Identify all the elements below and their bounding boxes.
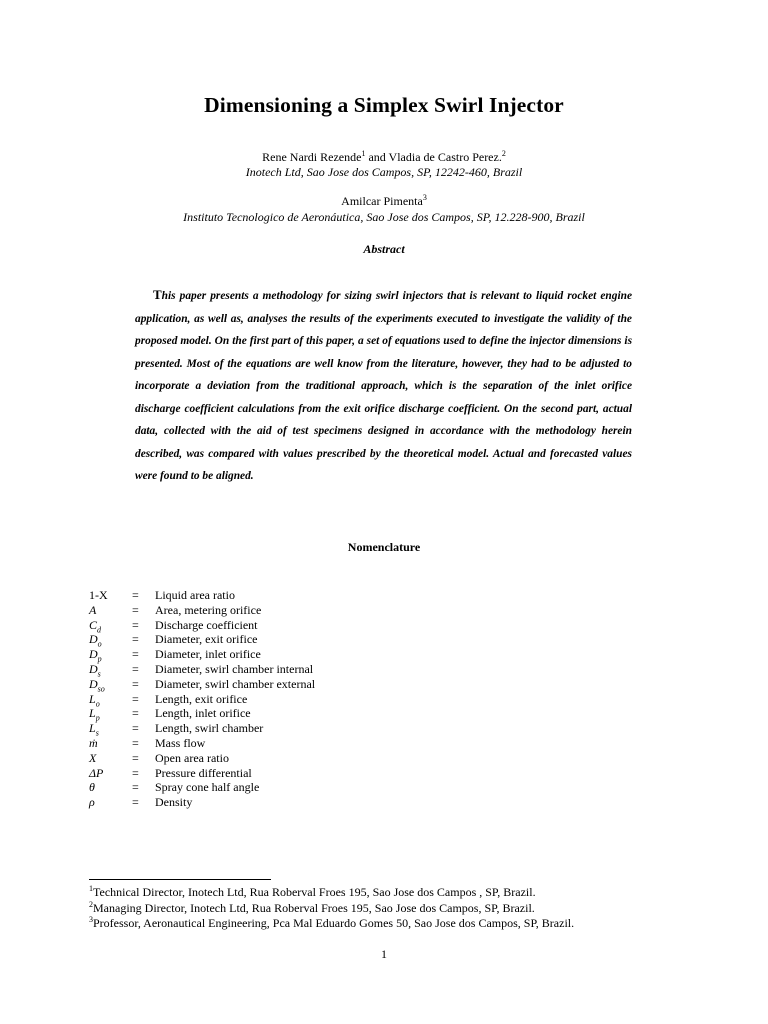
nomenclature-equals: = <box>132 750 139 765</box>
nomenclature-description: Diameter, inlet orifice <box>155 647 261 662</box>
nomenclature-equals: = <box>132 721 139 736</box>
nomenclature-symbol-base: 1-X <box>89 588 108 602</box>
page-number: 1 <box>381 947 387 961</box>
nomenclature-item <box>89 780 315 795</box>
nomenclature-symbol-base: D <box>89 661 98 676</box>
nomenclature-symbol-base: θ <box>89 780 95 795</box>
nomenclature-symbol-subscript: s <box>95 728 99 738</box>
nomenclature-symbol-base: D <box>89 676 98 691</box>
nomenclature-symbol <box>89 706 132 721</box>
nomenclature-item <box>89 647 315 662</box>
nomenclature-symbol <box>89 618 132 633</box>
nomenclature-symbol <box>89 662 132 677</box>
nomenclature-description: Length, inlet orifice <box>155 706 251 721</box>
nomenclature-symbol <box>89 692 132 707</box>
nomenclature-symbol-base: L <box>89 691 96 706</box>
nomenclature-symbol-base: D <box>89 647 98 662</box>
footnote-marker: 3 <box>422 193 427 202</box>
nomenclature-symbol-subscript: p <box>97 654 102 664</box>
footnote <box>89 916 574 932</box>
nomenclature-symbol <box>89 588 132 603</box>
nomenclature-item <box>89 751 315 766</box>
abstract-body <box>135 284 632 488</box>
footnote-number: 2 <box>89 899 93 909</box>
nomenclature-item <box>89 662 315 677</box>
footnote-marker: 2 <box>501 149 506 158</box>
footnotes <box>89 885 574 932</box>
nomenclature-symbol-base: A <box>89 602 97 617</box>
footnote-divider <box>89 879 271 880</box>
nomenclature-description: Length, swirl chamber <box>155 721 264 736</box>
nomenclature-symbol-subscript: o <box>95 698 100 708</box>
abstract-text: his paper presents a methodology for sizing swirl injectors that is relevant to liquid rocket engine application, as well as, analyses the results of the experiments executed to investigate the validity of the proposed model. On the first part of this paper, a set of equations used to define the injector dimensions is presented. Most of the equations are well know from the literature, however, they had to be adjusted to incorporate a deviation from the traditional approach, which is the separation of the inlet orifice discharge coefficient calculations from the exit orifice discharge coefficient. On the second part, actual data, collected with the aid of test specimens designed in accordance with the methodology herein described, was compared with values prescribed by the theoretical model. Actual and forecasted values were found to be aligned. <box>135 290 632 482</box>
nomenclature-symbol-base: L <box>89 706 96 721</box>
abstract-heading: Abstract <box>363 242 405 256</box>
nomenclature-symbol-base: ΔP <box>89 765 104 780</box>
author-name: Amilcar Pimenta <box>341 194 423 208</box>
nomenclature-description: Diameter, exit orifice <box>155 632 258 647</box>
affiliation: Instituto Tecnologico de Aeronáutica, Sao Jose dos Campos, SP, 12.228-900, Brazil <box>183 210 585 224</box>
nomenclature-symbol <box>89 751 132 766</box>
nomenclature-equals: = <box>132 647 139 662</box>
nomenclature-equals: = <box>132 765 139 780</box>
nomenclature-description: Liquid area ratio <box>155 588 235 602</box>
footnote-text: Professor, Aeronautical Engineering, Pca Mal Eduardo Gomes 50, Sao Jose dos Campos, SP, Brazil. <box>93 916 575 930</box>
nomenclature-description: Mass flow <box>155 735 206 750</box>
nomenclature-symbol-base: ṁ <box>89 735 98 750</box>
nomenclature-description: Area, metering orifice <box>155 602 262 617</box>
nomenclature-item <box>89 603 315 618</box>
nomenclature-item <box>89 706 315 721</box>
author-name: Rene Nardi Rezende <box>262 150 362 164</box>
nomenclature-equals: = <box>132 795 139 810</box>
nomenclature-symbol <box>89 736 132 751</box>
nomenclature-symbol <box>89 780 132 795</box>
nomenclature-symbol <box>89 647 132 662</box>
nomenclature-item <box>89 721 315 736</box>
nomenclature-symbol <box>89 795 132 810</box>
nomenclature-item <box>89 677 315 692</box>
nomenclature-equals: = <box>132 780 139 795</box>
nomenclature-symbol-base: L <box>89 721 96 736</box>
nomenclature-heading: Nomenclature <box>347 540 421 554</box>
nomenclature-symbol <box>89 603 132 618</box>
author-conjunction: and <box>365 150 389 164</box>
nomenclature-description: Length, exit orifice <box>155 691 248 706</box>
footnote-text: Technical Director, Inotech Ltd, Rua Roberval Froes 195, Sao Jose dos Campos , SP, Brazil. <box>93 885 536 899</box>
author-name: Vladia de Castro Perez. <box>388 150 502 164</box>
nomenclature-description: Diameter, swirl chamber external <box>155 676 316 691</box>
nomenclature-description: Open area ratio <box>155 750 229 765</box>
nomenclature-equals: = <box>132 588 139 602</box>
nomenclature-item <box>89 588 315 603</box>
nomenclature-item <box>89 795 315 810</box>
affiliation: Inotech Ltd, Sao Jose dos Campos, SP, 12242-460, Brazil <box>245 165 523 179</box>
author-line <box>0 150 768 165</box>
nomenclature-equals: = <box>132 691 139 706</box>
nomenclature-symbol-base: C <box>89 617 98 632</box>
footnote-marker: 1 <box>361 149 366 158</box>
footnote-text: Managing Director, Inotech Ltd, Rua Roberval Froes 195, Sao Jose dos Campos, SP, Brazil. <box>93 900 535 915</box>
nomenclature-description: Diameter, swirl chamber internal <box>155 661 314 676</box>
nomenclature-symbol <box>89 677 132 692</box>
nomenclature-item <box>89 736 315 751</box>
nomenclature-list <box>89 588 315 810</box>
nomenclature-equals: = <box>132 617 139 632</box>
footnote-number: 3 <box>89 915 93 924</box>
nomenclature-symbol <box>89 632 132 647</box>
nomenclature-description: Pressure differential <box>155 765 252 780</box>
footnote <box>89 885 574 901</box>
nomenclature-equals: = <box>132 706 139 721</box>
paper-title: Dimensioning a Simplex Swirl Injector <box>204 93 564 117</box>
nomenclature-item <box>89 632 315 647</box>
nomenclature-equals: = <box>132 602 139 617</box>
abstract-dropcap: T <box>153 287 162 302</box>
nomenclature-description: Density <box>155 795 193 810</box>
nomenclature-equals: = <box>132 676 139 691</box>
nomenclature-symbol-subscript: s <box>97 669 101 679</box>
nomenclature-symbol <box>89 721 132 736</box>
nomenclature-description: Discharge coefficient <box>155 617 258 632</box>
nomenclature-equals: = <box>132 661 139 676</box>
nomenclature-item <box>89 766 315 781</box>
footnote <box>89 901 574 917</box>
nomenclature-symbol-subscript: d <box>97 624 102 634</box>
nomenclature-symbol-base: ρ <box>89 795 95 810</box>
author-line <box>0 194 768 209</box>
nomenclature-symbol-base: X <box>89 750 97 765</box>
nomenclature-item <box>89 618 315 633</box>
nomenclature-symbol-subscript: p <box>95 713 100 723</box>
nomenclature-symbol <box>89 766 132 781</box>
nomenclature-equals: = <box>132 632 139 647</box>
nomenclature-symbol-subscript: o <box>97 639 102 649</box>
nomenclature-symbol-base: D <box>89 632 98 647</box>
footnote-number: 1 <box>89 884 93 893</box>
nomenclature-item <box>89 692 315 707</box>
nomenclature-equals: = <box>132 735 139 750</box>
nomenclature-description: Spray cone half angle <box>155 780 260 795</box>
nomenclature-symbol-subscript: so <box>97 684 105 694</box>
